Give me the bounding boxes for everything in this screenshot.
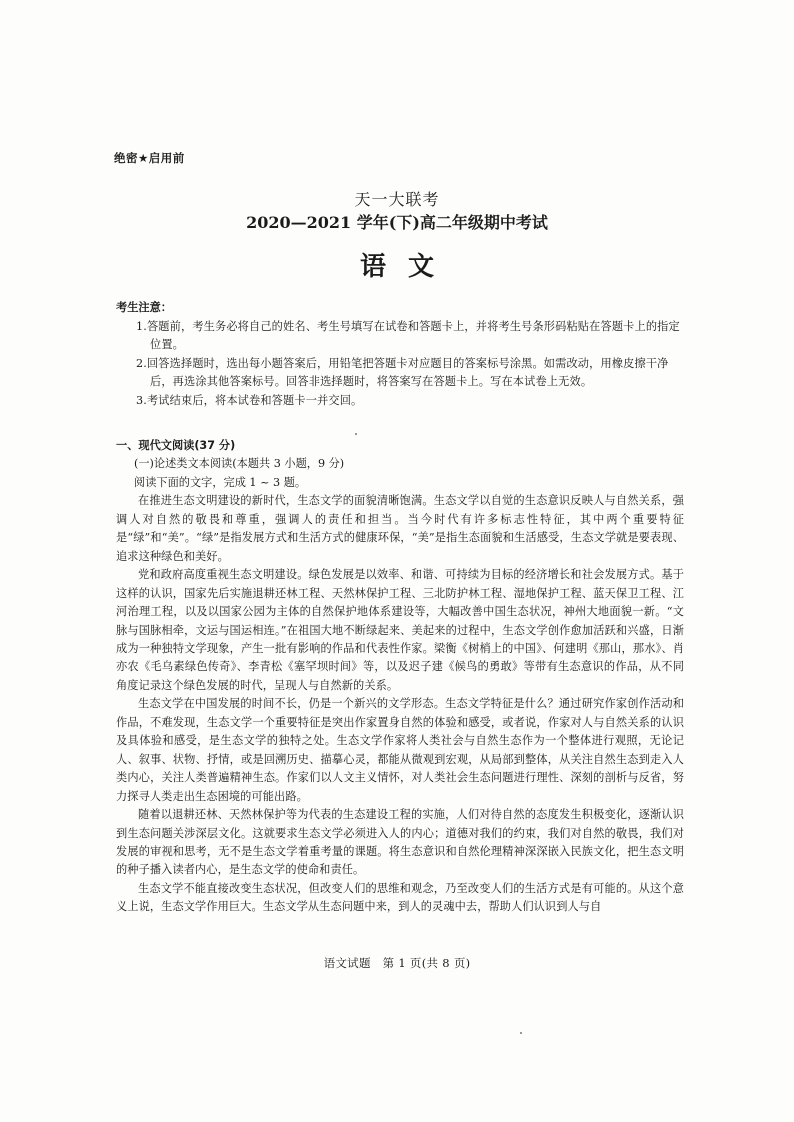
exam-name-title: 2020—2021 学年(下)高二年级期中考试 [246,213,548,232]
confidential-label: 绝密★启用前 [114,151,185,165]
passage-paragraph-1: 在推进生态文明建设的新时代，生态文学的面貌清晰饱满。生态文学以自觉的生态意识反映人与自然关系，强调人对自然的敬畏和尊重，强调人的责任和担当。当今时代有许多标志性特征，其中两个重要特征是“绿”和“美”。“绿”是指发展方式和生活方式的健康环保，“美”是指生态面貌和生活感受，生态文学就是要表现、追求这种绿色和美好。 [116,494,684,563]
subject-title: 语文 [359,252,456,282]
passage-paragraph-5: 生态文学不能直接改变生态状况，但改变人们的思维和观念，乃至改变人们的生活方式是有可能的。从这个意义上说，生态文学作用巨大。生态文学从生态问题中来，到人的灵魂中去，帮助人们认识到人与自 [116,881,684,914]
notice-item-1: 1.答题前，考生务必将自己的姓名、考生号填写在试卷和答题卡上，并将考生号条形码粘贴在答题卡上的指定位置。 [136,319,680,352]
exam-series-title: 天一大联考 [354,190,440,209]
exam-title-block [0,190,794,234]
page-footer: 语文试题 第 1 页(共 8 页) [323,956,471,970]
passage-paragraph-4: 随着以退耕还林、天然林保护等为代表的生态建设工程的实施，人们对待自然的态度发生积极变化，逐渐认识到生态问题关涉深层文化。这就要求生态文学必须进入人的内心；道德对我们的约束，我们对自然的敬畏，我们对发展的审视和思考，无不是生态文学着重考量的课题。将生态意识和自然伦理精神深深嵌入民族文化，把生态文明的种子播入读者内心，是生态文学的使命和责任。 [116,808,684,877]
reading-section [116,437,684,917]
notice-item-2: 2.回答选择题时，选出每小题答案后，用铅笔把答题卡对应题目的答案标号涂黑。如需改动，用橡皮擦干净后，再选涂其他答案标号。回答非选择题时，将答案写在答题卡上。写在本试卷上无效。 [136,356,669,389]
scan-speck [355,433,357,435]
passage-paragraph-3: 生态文学在中国发展的时间不长，仍是一个新兴的文学形态。生态文学特征是什么？通过研究作家创作活动和作品，不难发现，生态文学一个重要特征是突出作家置身自然的体验和感受，或者说，作家对人与自然关系的认识及具体验和感受，是生态文学的独特之处。生态文学作家将人类社会与自然生态作为一个整体进行观照，无论记人、叙事、状物、抒情，或是回溯历史、描摹心灵，都能从微观到宏观，从局部到整体，从关注自然生态到走入人类内心，关注人类普遍精神生态。作家们以人文主义情怀，对人类社会生态问题进行理性、深刻的剖析与反省，努力探寻人类走出生态困境的可能出路。 [116,697,684,803]
section-heading: 一、现代文阅读(37 分) [116,439,236,452]
candidate-notice [116,299,682,411]
section-instruction: 阅读下面的文字，完成 1 ~ 3 题。 [134,475,307,489]
passage-paragraph-2: 党和政府高度重视生态文明建设。绿色发展是以效率、和谐、可持续为目标的经济增长和社会发展方式。基于这样的认识，国家先后实施退耕还林工程、天然林保护工程、三北防护林工程、湿地保护工程、蓝天保卫工程、江河治理工程，以及以国家公园为主体的自然保护地体系建设等，大幅改善中国生态状况，神州大地面貌一新。“文脉与国脉相牵，文运与国运相连。”在祖国大地不断绿起来、美起来的过程中，生态文学创作愈加活跃和兴盛，日渐成为一种独特文学现象，产生一批有影响的作品和代表性作家。梁衡《树梢上的中国》、何建明《那山，那水》、肖亦农《毛乌素绿色传奇》、李青松《塞罕坝时间》等，以及迟子建《候鸟的勇敢》等带有生态意识的作品，从不同角度记录这个绿色发展的时代，呈现人与自然新的关系。 [116,568,684,692]
notice-item-3: 3.考试结束后，将本试卷和答题卡一并交回。 [136,393,363,407]
scan-speck [520,1032,522,1034]
section-subheading: (一)论述类文本阅读(本题共 3 小题，9 分) [134,457,345,471]
notice-title: 考生注意： [116,301,172,314]
